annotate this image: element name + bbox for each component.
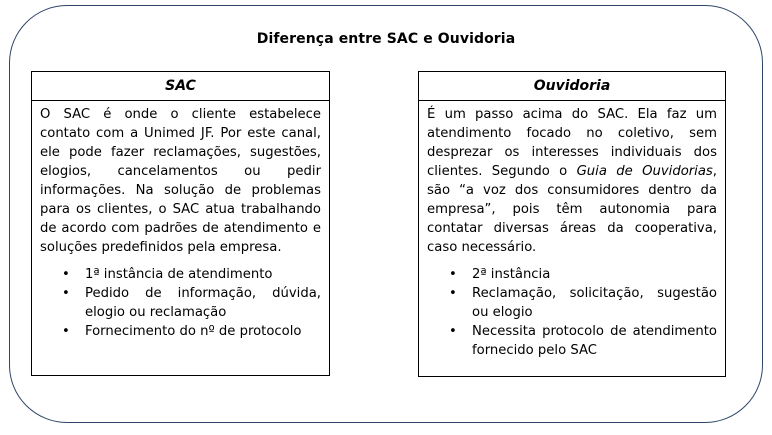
bullet-icon: •: [62, 324, 70, 339]
bullet-icon: •: [449, 324, 457, 339]
ouvidoria-body: [419, 101, 725, 360]
bullet-icon: •: [449, 267, 457, 282]
ouvidoria-box: [418, 71, 726, 377]
sac-heading: SAC: [32, 72, 329, 101]
list-item: • Pedido de informação, dúvida, elogio ou reclamação: [62, 286, 321, 320]
list-item: • 2ª instância: [449, 267, 551, 282]
list-item: • 1ª instância de atendimento: [62, 267, 273, 282]
page-title: Diferença entre SAC e Ouvidoria: [256, 31, 516, 47]
sac-body: [32, 101, 329, 341]
bullet-icon: •: [449, 286, 457, 301]
guia-de-ouvidorias-citation: Guia de Ouvidorias: [576, 164, 713, 179]
bullet-icon: •: [62, 286, 70, 301]
sac-box: [31, 71, 330, 376]
ouvidoria-heading: Ouvidoria: [419, 72, 725, 101]
list-item: • Reclamação, solicitação, sugestão ou elogio: [449, 286, 717, 320]
bullet-icon: •: [62, 267, 70, 282]
list-item: • Necessita protocolo de atendimento fornecido pelo SAC: [449, 324, 717, 358]
ouvidoria-paragraph: É um passo acima do SAC. Ela faz um atendimento focado no coletivo, sem desprezar os interesses individuais dos clientes. Segundo o Guia de Ouvidorias, são “a voz dos consumidores dentro da empresa”, pois têm autonomia para contatar diversas áreas da cooperativa, caso necessário.: [427, 107, 717, 255]
sac-bullet-list: [40, 265, 321, 341]
ouvidoria-bullet-list: [427, 265, 717, 360]
sac-paragraph: O SAC é onde o cliente estabelece contato com a Unimed JF. Por este canal, ele pode fazer reclamações, sugestões, elogios, cancelamentos ou pedir informações. Na solução de problemas para os clientes, o SAC atua trabalhando de acordo com padrões de atendimento e soluções predefinidos pela empresa.: [40, 107, 321, 255]
list-item: • Fornecimento do nº de protocolo: [62, 324, 302, 339]
